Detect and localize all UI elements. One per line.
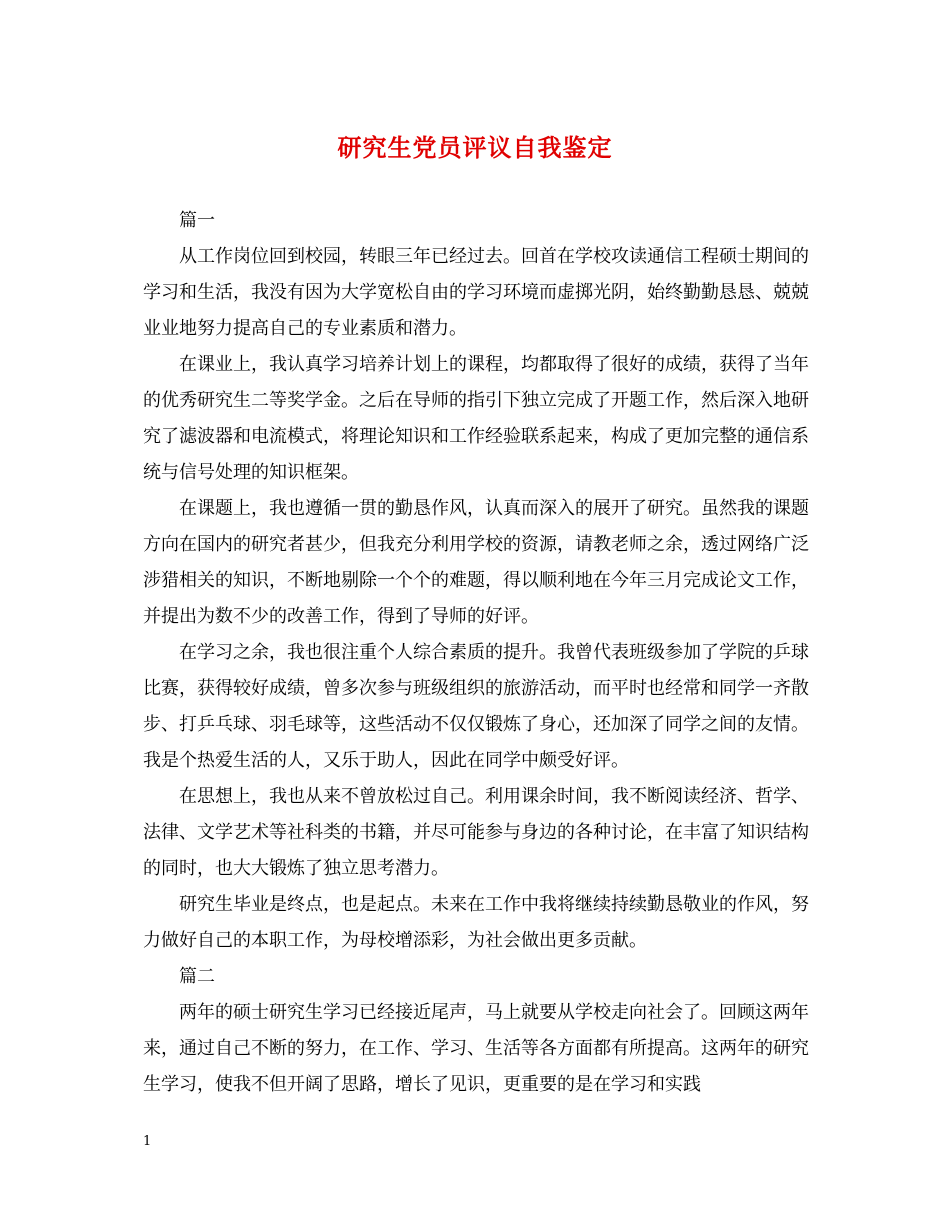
document-body (143, 203, 809, 1103)
page-number: 1 (143, 1134, 152, 1149)
body-paragraph: 在学习之余，我也很注重个人综合素质的提升。我曾代表班级参加了学院的乒球比赛，获得较好成绩，曾多次参与班级组织的旅游活动，而平时也经常和同学一齐散步、打乒乓球、羽毛球等，这些活动不仅仅锻炼了身心，还加深了同学之间的友情。我是个热爱生活的人，又乐于助人，因此在同学中颇受好评。 (143, 642, 809, 771)
body-paragraph: 在课业上，我认真学习培养计划上的课程，均都取得了很好的成绩，获得了当年的优秀研究生二等奖学金。之后在导师的指引下独立完成了开题工作，然后深入地研究了滤波器和电流模式，将理论知识和工作经验联系起来，构成了更加完整的通信系统与信号处理的知识框架。 (143, 354, 809, 483)
body-paragraph: 在课题上，我也遵循一贯的勤恳作风，认真而深入的展开了研究。虽然我的课题方向在国内的研究者甚少，但我充分利用学校的资源，请教老师之余，透过网络广泛涉猎相关的知识，不断地剔除一个个的难题，得以顺利地在今年三月完成论文工作，并提出为数不少的改善工作，得到了导师的好评。 (143, 498, 809, 627)
document-title: 研究生党员评议自我鉴定 (337, 133, 613, 162)
body-paragraph: 在思想上，我也从来不曾放松过自己。利用课余时间，我不断阅读经济、哲学、法律、文学艺术等社科类的书籍，并尽可能参与身边的各种讨论，在丰富了知识结构的同时，也大大锻炼了独立思考潜力。 (143, 786, 809, 879)
body-paragraph: 从工作岗位回到校园，转眼三年已经过去。回首在学校攻读通信工程硕士期间的学习和生活，我没有因为大学宽松自由的学习环境而虚掷光阴，始终勤勤恳恳、兢兢业业地努力提高自己的专业素质和潜力。 (143, 246, 809, 339)
section-heading-1: 篇一 (179, 210, 215, 231)
body-paragraph: 两年的硕士研究生学习已经接近尾声，马上就要从学校走向社会了。回顾这两年来，通过自己不断的努力，在工作、学习、生活等各方面都有所提高。这两年的研究生学习，使我不但开阔了思路，增长了见识，更重要的是在学习和实践 (143, 1002, 809, 1095)
body-paragraph: 研究生毕业是终点，也是起点。未来在工作中我将继续持续勤恳敬业的作风，努力做好自己的本职工作，为母校增添彩，为社会做出更多贡献。 (143, 894, 809, 951)
section-heading-2: 篇二 (179, 966, 215, 987)
